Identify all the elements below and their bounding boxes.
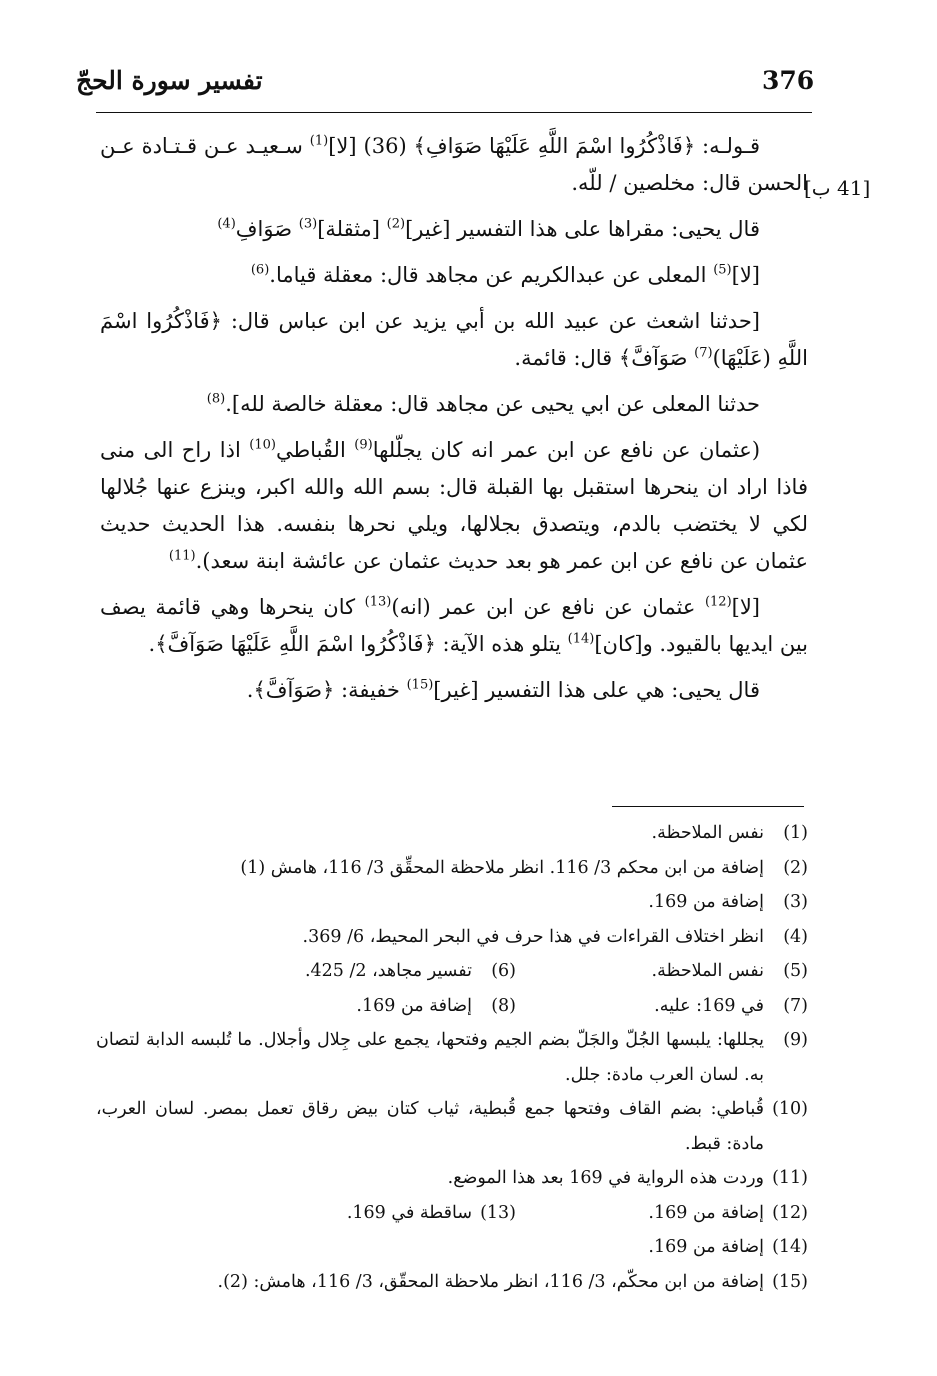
footnote-4: [96, 920, 808, 955]
paragraph-3: [100, 257, 808, 294]
footnote-number: (2): [783, 857, 808, 878]
footnote-text: ساقطة في 169.: [346, 1202, 472, 1223]
text-span: عثمان عن نافع عن ابن عمر (انه): [391, 595, 705, 619]
footnote-ref-15: (15): [406, 677, 434, 693]
header-rule: [96, 112, 812, 113]
footnote-14: [96, 1230, 808, 1265]
footnote-number: (1): [783, 823, 808, 843]
footnote-text: إضافة من 169.: [648, 892, 764, 912]
text-span: [حدثنا اشعث عن عبيد الله بن أبي يزيد عن ابن عباس قال: ﴿فَاذْكُرُوا اسْمَ اللَّهِ (عَلَيْهَا): [100, 309, 808, 370]
text-span: [لا]: [731, 263, 760, 287]
footnote-1: [96, 816, 808, 851]
footnote-ref-12: (12): [704, 594, 732, 610]
text-span: قال يحيى: مقراها على هذا التفسير [غير]: [405, 217, 760, 241]
footnote-ref-11: (11): [168, 548, 196, 564]
footnote-text: نفس الملاحظة.: [651, 823, 764, 843]
footnote-number: (7): [783, 995, 808, 1016]
footnote-row-5-6: [96, 954, 808, 989]
footnote-number: (15): [772, 1271, 808, 1292]
page-number: 376: [762, 66, 815, 95]
text-span: المعلى عن عبدالكريم عن مجاهد قال: معقلة قياما.: [269, 263, 714, 287]
text-span: صَوَآفَّ﴾ قال: قائمة.: [514, 346, 695, 370]
footnote-text: تفسير مجاهد، 2/ 425.: [304, 961, 472, 981]
footnote-number: (11): [772, 1168, 808, 1188]
text-span: صَوَافِ: [235, 217, 299, 241]
paragraph-4: [100, 303, 808, 377]
text-span: قال يحيى: هي على هذا التفسير [غير]: [433, 678, 760, 702]
footnote-number: (6): [491, 961, 516, 981]
paragraph-1: [100, 128, 808, 202]
footnote-2: [96, 851, 808, 886]
footnote-10: [96, 1092, 808, 1161]
footnote-number: (5): [783, 961, 808, 981]
footnote-number: (14): [772, 1237, 808, 1257]
footnote-ref-7: (7): [694, 345, 713, 361]
paragraph-7: [100, 589, 808, 663]
text-span: (عثمان عن نافع عن ابن عمر انه كان يجلّلها: [372, 438, 761, 462]
footnote-separator: [612, 806, 804, 807]
main-text: [100, 128, 808, 718]
paragraph-2: [100, 211, 808, 248]
paragraph-8: [100, 672, 808, 709]
footnote-ref-9: (9): [354, 437, 373, 453]
footnote-text: إضافة من ابن محكم 3/ 116. انظر ملاحظة المحقِّق 3/ 116، هامش (1): [240, 857, 764, 878]
footnote-number: (9): [783, 1030, 808, 1050]
footnote-text: إضافة من 169.: [648, 1202, 764, 1223]
footnote-ref-1: (1): [309, 133, 329, 149]
footnote-number: (12): [772, 1202, 808, 1223]
footnote-ref-14: (14): [567, 631, 595, 647]
footnote-text: إضافة من 169.: [356, 995, 472, 1016]
paragraph-5: [100, 386, 808, 423]
text-span: سـعيـد عـن قـتـادة عـن الحسن قال: مخلصين / للّه.: [100, 134, 808, 195]
footnotes: [96, 816, 808, 1299]
footnote-text: إضافة من 169.: [648, 1237, 764, 1257]
footnote-ref-8: (8): [206, 391, 226, 407]
footnote-number: (3): [783, 892, 808, 912]
footnote-row-12-13: [96, 1196, 808, 1231]
text-span: اذا راح الى منى فاذا اراد ان ينحرها استقبل بها القبلة قال: بسم الله والله اكبر، وينزع عنها جُلالها لكي لا يختضب بالدم، ويتصدق بجلالها، ويلي نحرها بنفسه. هذا الحديث حديث عثمان عن نافع عن ابن عمر هو بعد حديث عثمان عن عائشة ابنة سعد).: [100, 438, 808, 573]
footnote-ref-13: (13): [364, 594, 392, 610]
footnote-text: قُباطي: بضم القاف وفتحها جمع قُبطية، ثياب كتان بيض رقاق تعمل بمصر. لسان العرب، مادة: قبط.: [96, 1099, 764, 1154]
footnote-11: [96, 1161, 808, 1196]
footnote-text: إضافة من ابن محكّم، 3/ 116، انظر ملاحظة المحقّق، 3/ 116، هامش: (2).: [217, 1271, 764, 1292]
text-span: خفيفة: ﴿صَوَآفَّ﴾.: [246, 678, 407, 702]
footnote-ref-3: (3): [298, 216, 318, 232]
footnote-ref-6: (6): [250, 262, 270, 278]
text-span: [مثقلة]: [317, 217, 387, 241]
text-span: القُباطي: [275, 438, 355, 462]
footnote-text: انظر اختلاف القراءات في هذا حرف في البحر المحيط، 6/ 369.: [302, 926, 764, 947]
margin-folio-note: [41 ب]: [804, 176, 871, 200]
footnote-text: في 169: عليه.: [654, 995, 764, 1016]
footnote-3: [96, 885, 808, 920]
footnote-ref-4: (4): [217, 216, 236, 232]
footnote-ref-2: (2): [386, 216, 406, 232]
running-title: تفسير سورة الحجّ: [76, 66, 263, 95]
footnote-number: (4): [783, 926, 808, 947]
footnote-ref-5: (5): [713, 262, 732, 278]
footnote-number: (8): [491, 995, 516, 1016]
text-span: حدثنا المعلى عن ابي يحيى عن مجاهد قال: معقلة خالصة لله].: [225, 392, 760, 416]
text-span: كان ينحرها وهي قائمة يصف بين ايديها بالقيود. و[كان]: [100, 595, 808, 656]
footnote-row-7-8: [96, 989, 808, 1024]
footnote-text: وردت هذه الرواية في 169 بعد هذا الموضع.: [447, 1168, 764, 1188]
paragraph-6: [100, 432, 808, 580]
footnote-9: [96, 1023, 808, 1092]
text-span: [لا]: [731, 595, 761, 619]
footnote-ref-10: (10): [249, 437, 276, 453]
footnote-number: (10): [772, 1099, 808, 1119]
text-span: يتلو هذه الآية: ﴿فَاذْكُرُوا اسْمَ اللَّهِ عَلَيْهَا صَوَآفَّ﴾.: [148, 632, 568, 656]
footnote-text: نفس الملاحظة.: [651, 961, 764, 981]
footnote-text: يجللها: يلبسها الجُلّ والجَلّ بضم الجيم وفتحها، يجمع على جِلال وأجلال. ما تُلبسه الدابة لتصان به. لسان العرب مادة: جلل.: [96, 1030, 764, 1085]
text-span: قـولـه: ﴿فَاذْكُرُوا اسْمَ اللَّهِ عَلَيْهَا صَوَافِ﴾ (36) [لا]: [328, 134, 760, 158]
footnote-number: (13): [480, 1202, 516, 1223]
footnote-15: [96, 1265, 808, 1300]
